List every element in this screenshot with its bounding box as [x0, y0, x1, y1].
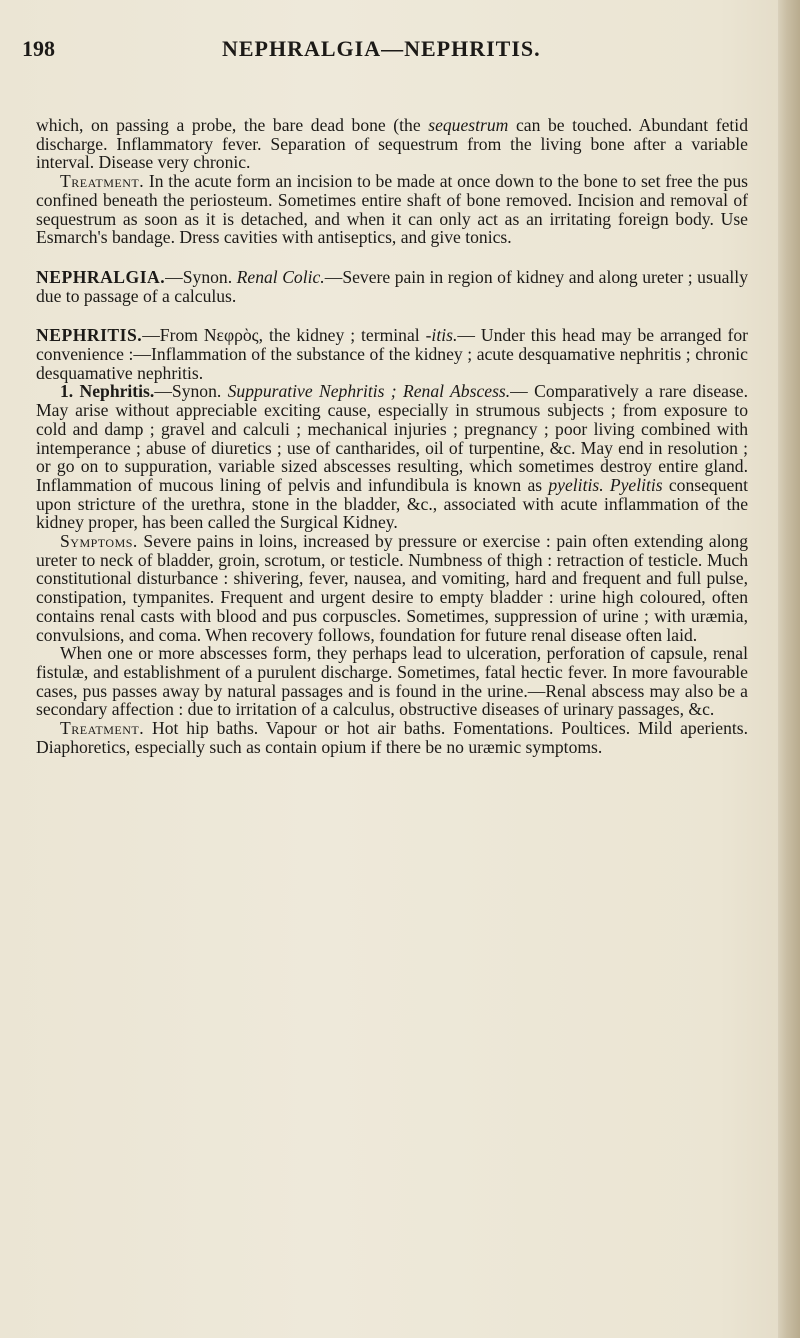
entry-heading-nephralgia: NEPHRALGIA. [36, 266, 166, 287]
text-block [36, 116, 748, 757]
entry-nephritis: NEPHRITIS.—From Νεφρὸς, the kidney ; terminal -itis.— Under this head may be arranged for convenience :—Inflammation of the substance of the kidney ; acute desquamative nephritis ; chronic desquamative nephritis. [36, 325, 748, 383]
section-label-symptoms: Symptoms. [60, 531, 138, 552]
section-label-treatment: Treatment. [60, 718, 145, 739]
entry-nephralgia: NEPHRALGIA.—Synon. Renal Colic.—Severe pain in region of kidney and along ureter ; usually due to passage of a calculus. [36, 266, 748, 306]
page-number: 198 [22, 36, 55, 61]
page-edge [778, 0, 800, 1338]
subentry-heading-nephritis: 1. Nephritis. [60, 381, 155, 402]
paragraph-treatment-nephritis: Treatment. Hot hip baths. Vapour or hot air baths. Fomentations. Poultices. Mild aperients. Diaphoretics, especially such as contain opium if there be no uræmic symptoms. [36, 718, 748, 757]
subentry-suppurative-nephritis: 1. Nephritis.—Synon. Suppurative Nephritis ; Renal Abscess.— Comparatively a rare disease. May arise without appreciable exciting cause, especially in strumous subjects ; from exposure to cold and damp ; gravel and calculi ; mechanical injuries ; pregnancy ; poor living combined with intemperance ; abuse of diuretics ; use of cantharides, oil of turpentine, &c. May end in resolution ; or go on to suppuration, variable sized abscesses resulting, which sometimes destroy entire gland. Inflammation of mucous lining of pelvis and infundibula is known as pyelitis. Pyelitis consequent upon stricture of the urethra, stone in the bladder, &c., associated with acute inflammation of the kidney proper, has been called the Surgical Kidney. [36, 381, 749, 533]
paragraph-treatment-osteomyelitis: Treatment. In the acute form an incision to be made at once down to the bone to set free the pus confined beneath the periosteum. Sometimes entire shaft of bone removed. Incision and removal of sequestrum as soon as it is detached, and when it can only act as an irritating foreign body. Use Esmarch's bandage. Dress cavities with antiseptics, and give tonics. [36, 171, 748, 248]
running-head [22, 36, 752, 70]
paragraph-osteomyelitis-continued: which, on passing a probe, the bare dead bone (the sequestrum can be touched. Abundant fetid discharge. Inflammatory fever. Separation of sequestrum from the living bone after a variable interval. Disease very chronic. [36, 115, 748, 173]
section-label-treatment: Treatment. [60, 171, 145, 192]
running-title: NEPHRALGIA—NEPHRITIS. [222, 36, 541, 61]
entry-heading-nephritis: NEPHRITIS. [36, 325, 143, 346]
paragraph-abscesses: When one or more abscesses form, they perhaps lead to ulceration, perforation of capsule, renal fistulæ, and establishment of a purulent discharge. Sometimes, fatal hectic fever. In more favourable cases, pus passes away by natural passages and is found in the urine.—Renal abscess may also be a secondary affection : due to irritation of a calculus, obstructive diseases of urinary passages, &c. [36, 643, 748, 720]
paragraph-symptoms: Symptoms. Severe pains in loins, increased by pressure or exercise : pain often extending along ureter to neck of bladder, groin, scrotum, or testicle. Numbness of thigh : retraction of testicle. Much constitutional disturbance : shivering, fever, nausea, and vomiting, hard and frequent and full pulse, constipation, tympanites. Frequent and urgent desire to empty bladder : urine high coloured, often contains renal casts with blood and pus corpuscles. Sometimes, suppression of urine ; with uræmia, convulsions, and coma. When recovery follows, foundation for future renal disease often laid. [36, 531, 748, 645]
